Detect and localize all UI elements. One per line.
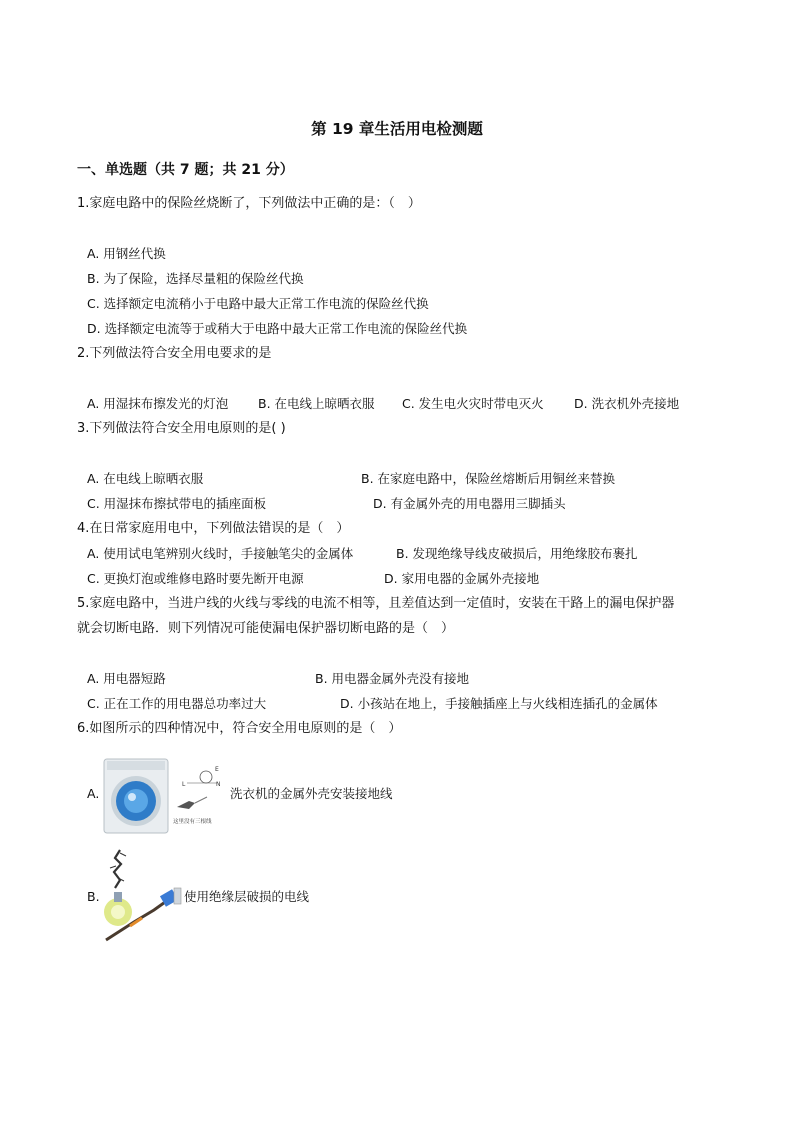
q3-option-b: B. 在家庭电路中，保险丝熔断后用铜丝来替换 [361,471,616,486]
label-e: E [215,766,219,773]
washing-machine-image [103,757,229,835]
q2-option-b: B. 在电线上晾晒衣服 [258,396,375,411]
q6-option-a-label: A. [87,786,100,801]
section-heading: 一、单选题（共 7 题；共 21 分） [77,162,294,178]
q4-option-d: D. 家用电器的金属外壳接地 [384,571,540,586]
page-title: 第 19 章生活用电检测题 [311,120,483,138]
label-l: L [182,781,186,788]
question-6-stem: 6.如图所示的四种情况中，符合安全用电原则的是（ ） [77,721,402,736]
question-3-stem: 3.下列做法符合安全用电原则的是( ) [77,421,286,436]
question-2-stem: 2.下列做法符合安全用电要求的是 [77,346,272,361]
q2-option-c: C. 发生电火灾时带电灭火 [402,396,544,411]
damaged-wire-image [100,848,182,946]
q6-option-b-label: B. [87,889,100,904]
q3-option-d: D. 有金属外壳的用电器用三脚插头 [373,496,566,511]
q5-option-c: C. 正在工作的用电器总功率过大 [87,696,267,711]
label-n: N [216,781,221,788]
q1-option-a: A. 用钢丝代换 [87,246,166,261]
q5-option-b: B. 用电器金属外壳没有接地 [315,671,470,686]
question-4-stem: 4.在日常家庭用电中，下列做法错误的是（ ） [77,521,350,536]
question-1-stem: 1.家庭电路中的保险丝烧断了，下列做法中正确的是：（ ） [77,196,421,211]
q5-option-a: A. 用电器短路 [87,671,166,686]
q4-option-b: B. 发现绝缘导线皮破损后，用绝缘胶布裹扎 [396,546,638,561]
q2-option-d: D. 洗衣机外壳接地 [574,396,680,411]
image-caption: 这里没有三根线 [173,819,212,825]
q6-option-b-text: 使用绝缘层破损的电线 [184,889,310,904]
q5-option-d: D. 小孩站在地上，手接触插座上与火线相连插孔的金属体 [340,696,658,711]
q1-option-b: B. 为了保险，选择尽量粗的保险丝代换 [87,271,304,286]
q3-option-c: C. 用湿抹布擦拭带电的插座面板 [87,496,267,511]
q6-option-a-text: 洗衣机的金属外壳安装接地线 [230,786,393,801]
question-5-stem-line2: 就会切断电路．则下列情况可能使漏电保护器切断电路的是（ ） [77,621,455,636]
q3-option-a: A. 在电线上晾晒衣服 [87,471,204,486]
q2-option-a: A. 用湿抹布擦发光的灯泡 [87,396,229,411]
q1-option-c: C. 选择额定电流稍小于电路中最大正常工作电流的保险丝代换 [87,296,429,311]
q4-option-c: C. 更换灯泡或维修电路时要先断开电源 [87,571,304,586]
q1-option-d: D. 选择额定电流等于或稍大于电路中最大正常工作电流的保险丝代换 [87,321,468,336]
q4-option-a: A. 使用试电笔辨别火线时，手接触笔尖的金属体 [87,546,354,561]
question-5-stem-line1: 5.家庭电路中，当进户线的火线与零线的电流不相等，且差值达到一定值时，安装在干路上的漏电保护器 [77,596,675,611]
